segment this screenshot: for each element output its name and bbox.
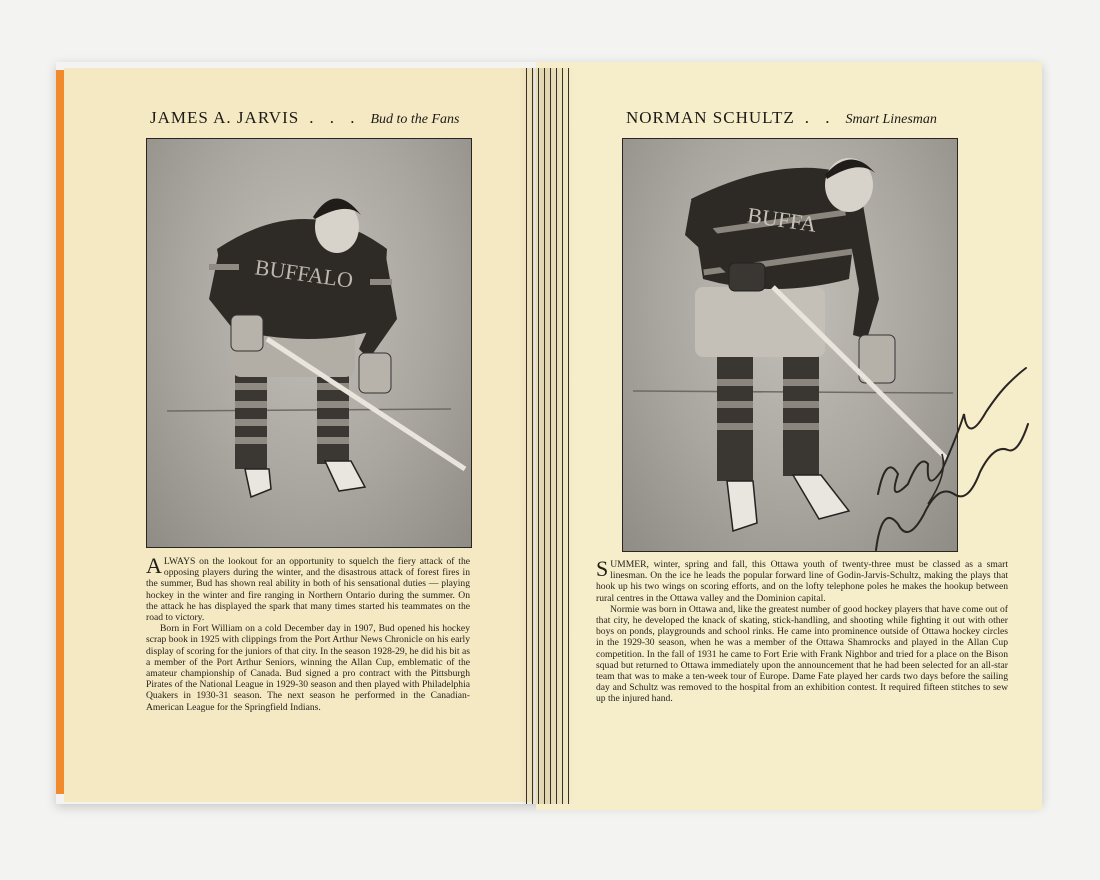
bio-text-schultz (596, 556, 1008, 705)
bio-paragraph-1-jarvis-text: LWAYS on the lookout for an opportunity to squelch the fiery attack of the opposing players during the winter, and the disastrous attack of forest fires in the summer, Bud has shown real ability in both of his sensational duties — playing hockey in the winter and fire ranging in Northern Ontario during the summer. On the attack he has displayed the spark that many times started his teammates on the road to victory. (146, 556, 470, 624)
hockey-player-illustration (147, 139, 471, 547)
jersey-lettering-schultz: BUFFA (745, 202, 819, 237)
bio-paragraph-1-schultz-text: UMMER, winter, spring and fall, this Ottawa youth of twenty-three must be classed as a smart linesman. On the ice he leads the popular forward line of Godin-Jarvis-Schultz, making the plays that hook up his two wings on scoring efforts, and on the lofty telephone poles he makes the hookup between rural centres in the Ottawa valley and the Dominion capital. (596, 559, 1008, 604)
bio-text-jarvis (146, 553, 470, 713)
heading-dots: . . (804, 108, 836, 127)
dropcap-a: A (146, 553, 162, 578)
photo-jarvis (146, 138, 472, 548)
bio-paragraph-2-schultz: Normie was born in Ottawa and, like the greatest number of good hockey players that have come out of that city, he developed the knack of skating, stick-handling, and shooting while fighting it out with other boys on ponds, playgrounds and school rinks. He came into prominence outside of Ottawa hockey circles in the 1929-30 season, when he was a member of the Ottawa Shamrocks and played in the Allan Cup competition. In the fall of 1931 he came to Fort Erie with Frank Nighbor and tried for a place on the Bison squad but returned to Ottawa immediately upon the announcement that he had been selected for an all-star team that was to make a ten-week tour of Europe. Dame Fate played her cards two days before the sailing day and Schultz was removed to the hospital from an exhibition contest. It required fifteen stitches to sew up the injured hand. (596, 603, 1008, 705)
player-nickname-jarvis: Bud to the Fans (370, 112, 460, 127)
right-page-heading (626, 108, 937, 128)
player-nickname-schultz: Smart Linesman (845, 112, 937, 127)
gutter-rules (518, 68, 574, 804)
heading-dots: . . . (309, 108, 361, 127)
bio-paragraph-2-jarvis: Born in Fort William on a cold December day in 1907, Bud opened his hockey scrap book in 1925 with clippings from the Port Arthur News Chronicle on his early display of scoring for the juniors of that city. In the season 1928-29, he did his bit as a member of the Port Arthur Seniors, winning the Allan Cup, emblematic of the amateur championship of Canada. Bud signed a pro contract with the Pittsburgh Pirates of the National League in 1929-30 season and then played with Philadelphia Quakers in 1930-31 season. The next season he performed in the Canadian-American League for the Springfield Indians. (146, 623, 470, 713)
bio-paragraph-1-jarvis (146, 553, 470, 624)
left-page (64, 68, 534, 802)
autograph-signature (868, 354, 1038, 554)
player-name-schultz: NORMAN SCHULTZ (626, 108, 795, 127)
player-name-jarvis: JAMES A. JARVIS (150, 108, 300, 127)
dropcap-s: S (596, 556, 609, 581)
left-page-heading (150, 108, 460, 128)
bio-paragraph-1-schultz (596, 556, 1008, 604)
jersey-lettering-jarvis: BUFFALO (253, 254, 355, 293)
